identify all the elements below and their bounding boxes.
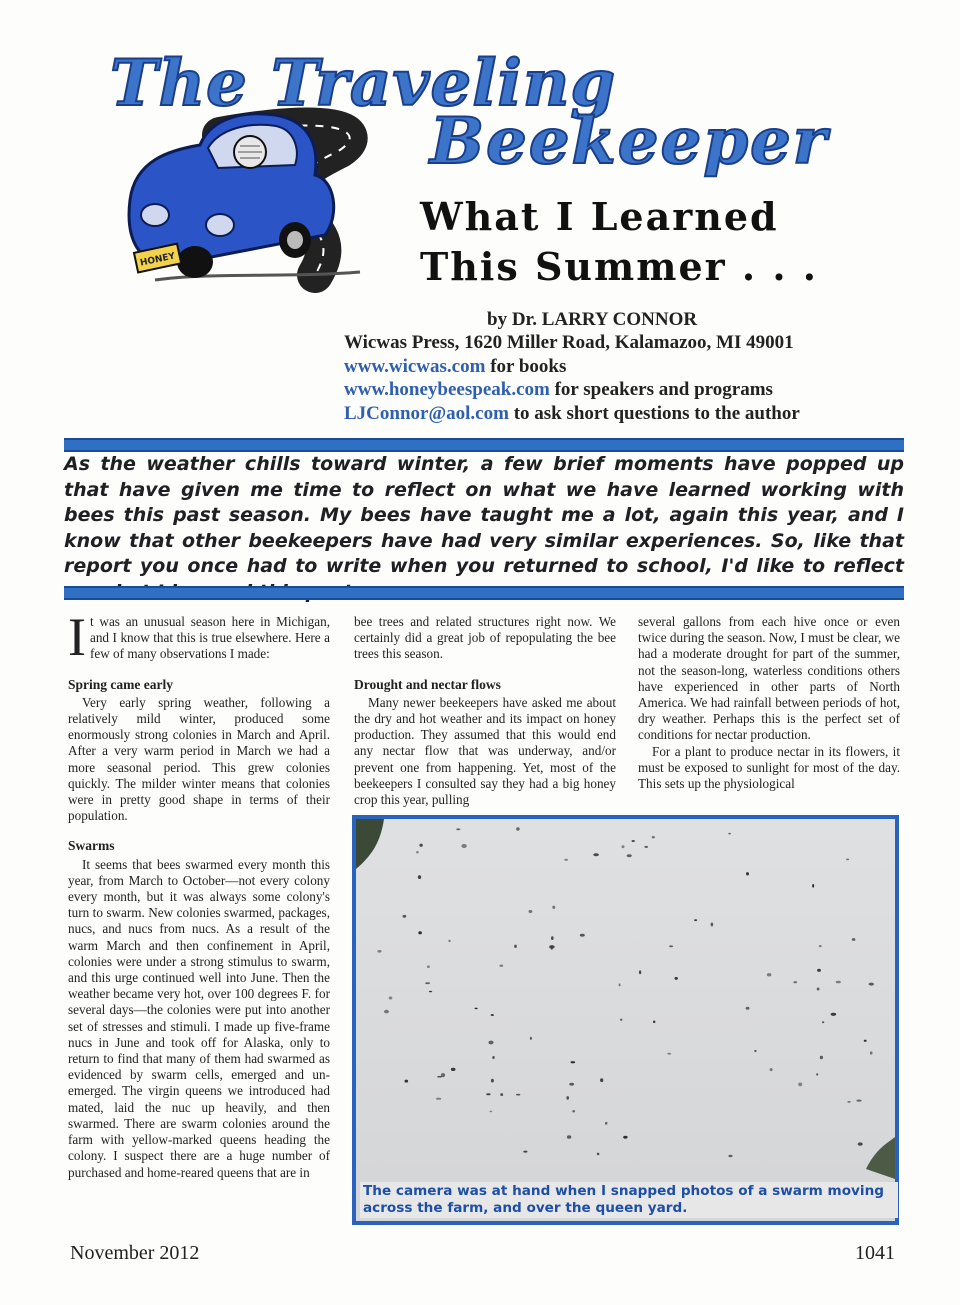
bee-speck <box>490 1111 493 1113</box>
bee-speck <box>864 1040 867 1042</box>
bee-speck <box>754 1050 756 1052</box>
article-column-2 <box>354 614 616 808</box>
bee-speck <box>566 1096 569 1100</box>
bee-speck <box>516 827 520 830</box>
swarm-photo <box>352 815 899 1225</box>
bee-speck <box>529 910 533 913</box>
bee-speck <box>605 1122 607 1125</box>
bee-speck <box>377 950 381 953</box>
paragraph-drought: Many newer beekeepers have asked me about the dry and hot weather and its impact on honey production. They assumed that this would end any nectar flow that was underway, and/or prevent one from happening. Yet, most of the beekeepers I consulted say they had a big honey crop this year, pulling <box>354 694 616 808</box>
bee-speck <box>820 1056 823 1059</box>
bee-speck <box>846 859 849 861</box>
bee-speck <box>798 1083 802 1087</box>
drop-cap: I <box>68 607 86 667</box>
paragraph-plant-nectar: For a plant to produce nectar in its flowers, it must be exposed to sunlight for most of the day. This sets up the physiological <box>638 743 900 792</box>
bee-speck <box>593 853 599 856</box>
bee-speck <box>812 884 814 888</box>
bee-speck <box>770 1068 773 1071</box>
bee-speck <box>767 973 772 976</box>
contact-line-speakers <box>344 379 773 401</box>
bee-speck <box>441 1073 445 1077</box>
bee-speck <box>552 906 555 909</box>
bee-speck <box>418 875 421 879</box>
bee-speck <box>675 977 678 980</box>
bee-speck <box>551 936 554 940</box>
swarm-sky-image <box>356 819 895 1221</box>
paragraph-col3-continued: several gallons from each hive once or even twice during the season. Now, I must be clear, we had a moderate drought for part of the summer, not the season-long, waterless conditions others have experienced in other parts of North America. We had rainfall between periods of hot, dry weather. Perhaps this is the perfect set of conditions for nectar production. <box>638 614 900 743</box>
bee-speck <box>516 1094 520 1096</box>
bee-speck <box>403 915 407 918</box>
bee-speck <box>514 945 517 948</box>
bee-speck <box>530 1037 532 1040</box>
car-sign-text: HONEY <box>139 251 177 269</box>
heading-spring: Spring came early <box>68 676 173 692</box>
paragraph-swarms: It seems that bees swarmed every month this year, from March to October—not every colony every month, but it was always some colony's turn to swarm. New colonies swarmed, packages, nucs, and nucs from nucs. As a result of the warm March and then confinement in April, colonies were under a strong stimulus to swarm, and this urge continued well into June. Then the weather became very hot, over 100 degrees F. for several days—the colonies were put into another set of stresses and stimuli. I made up five-frame nucs in June and took off for Alaska, only to return to find that many of them had swarmed as evidenced by swarm cells, emerged and un-emerged. The virgin queens we introduced had mated, laid the nuc up heavily, and then swarmed. There are swarm colonies around the farm with yellow-marked queens heading the colony. I suspect there are a huge number of purchased and home-reared queens that are in <box>68 856 330 1180</box>
bee-speck <box>644 846 648 848</box>
opening-paragraph <box>68 607 330 667</box>
link-wicwas-note: for books <box>485 356 567 377</box>
bottom-divider <box>64 586 904 600</box>
bee-speck <box>571 1061 576 1063</box>
bee-speck <box>620 1019 622 1021</box>
bee-speck <box>639 970 641 974</box>
title-line-1: The Traveling <box>110 46 617 121</box>
bee-speck <box>580 934 585 937</box>
heading-drought: Drought and nectar flows <box>354 676 501 692</box>
bee-speck <box>416 851 419 853</box>
bee-speck <box>728 833 731 835</box>
bee-speck <box>384 1010 389 1014</box>
bee-speck <box>622 845 625 848</box>
bee-speck <box>419 844 422 847</box>
bee-speck <box>694 919 697 921</box>
bee-speck <box>389 997 393 1000</box>
bee-speck <box>600 1078 603 1082</box>
bee-speck <box>567 1135 571 1139</box>
bee-speck <box>623 1136 627 1139</box>
bee-speck <box>669 945 673 947</box>
bee-speck <box>451 1068 456 1071</box>
bee-speck <box>436 1098 441 1100</box>
opening-text: t was an unusual season here in Michigan, and I know that this is true elsewhere. Here a few of many observations I made: <box>89 614 330 662</box>
bee-speck <box>728 1155 732 1157</box>
bee-speck <box>488 1041 493 1045</box>
photo-caption: The camera was at hand when I snapped photos of a swarm moving across the farm, and over the queen yard. <box>360 1182 898 1218</box>
footer-page-number: 1041 <box>855 1242 895 1264</box>
bee-speck <box>418 931 422 934</box>
bee-speck <box>569 1083 574 1086</box>
link-email[interactable]: LJConnor@aol.com <box>344 403 509 424</box>
bee-speck <box>448 940 450 942</box>
bee-speck <box>523 1151 527 1153</box>
bee-speck <box>667 1053 671 1055</box>
bee-speck <box>492 1056 495 1059</box>
bee-speck <box>852 938 856 941</box>
bee-speck <box>627 854 632 857</box>
article-column-1 <box>68 607 330 1181</box>
bee-speck <box>831 1013 837 1016</box>
bee-speck <box>597 1153 600 1156</box>
paragraph-col2-continued: bee trees and related structures right now. We certainly did a great job of repopulating the bee trees this season. <box>354 614 616 662</box>
bee-speck <box>619 983 621 986</box>
bee-speck <box>491 1014 494 1016</box>
paragraph-spring: Very early spring weather, following a relatively mild winter, produced some enormously strong colonies in March and April. After a very warm period in March we had a more seasonal period. This grew colonies quickly. The milder winter means that colonies were in pretty good shape in terms of their population. <box>68 694 330 824</box>
bee-speck <box>822 1021 824 1023</box>
press-address: Wicwas Press, 1620 Miller Road, Kalamazoo, MI 49001 <box>344 332 794 353</box>
bee-speck <box>456 828 460 830</box>
bee-speck <box>746 872 749 875</box>
intro-paragraph: As the weather chills toward winter, a few brief moments have popped up that have given me time to reflect on what we have learned working with bees this past season. My bees have taught me a lot, again this year, and I know that other beekeepers have had very similar experiences. So, like that report you once had to write when you returned to school, I'd like to reflect <box>64 453 904 577</box>
bee-speck <box>499 965 503 967</box>
title-line-2: Beekeeper <box>430 104 829 179</box>
bee-speck <box>491 1079 494 1083</box>
bee-speck <box>858 1142 863 1145</box>
bee-speck <box>429 991 432 993</box>
bee-speck <box>427 965 430 968</box>
bee-speck <box>869 983 874 986</box>
bee-speck <box>870 1051 873 1054</box>
bee-speck <box>746 1007 750 1010</box>
subtitle-line-2: This Summer . . . <box>420 244 819 289</box>
bee-speck <box>572 1110 575 1112</box>
bee-speck <box>405 1080 409 1083</box>
bee-speck <box>711 923 714 927</box>
heading-swarms: Swarms <box>68 838 115 854</box>
bee-speck <box>817 969 821 972</box>
top-divider <box>64 438 904 452</box>
bee-speck <box>856 1100 861 1102</box>
bee-speck <box>819 945 822 947</box>
bee-speck <box>817 988 820 991</box>
bee-speck <box>500 1093 503 1096</box>
link-honeybeespeak-note: for speakers and programs <box>549 379 773 400</box>
bee-speck <box>425 982 430 984</box>
bee-speck <box>549 945 555 949</box>
bee-speck <box>793 981 797 983</box>
link-honeybeespeak[interactable]: www.honeybeespeak.com <box>344 379 550 400</box>
bee-speck <box>486 1093 490 1095</box>
bee-speck <box>632 840 635 842</box>
bee-speck <box>836 981 841 984</box>
article-column-3 <box>638 614 900 792</box>
footer-issue-date: November 2012 <box>70 1242 200 1264</box>
bee-speck <box>652 836 655 838</box>
subtitle-line-1: What I Learned <box>420 194 779 239</box>
contact-line-books <box>344 356 566 378</box>
bee-speck <box>461 844 466 848</box>
bee-speck <box>475 1008 478 1010</box>
link-email-note: to ask short questions to the author <box>508 403 800 424</box>
author-byline: by Dr. LARRY CONNOR <box>487 309 698 330</box>
bee-speck <box>816 1073 818 1075</box>
bee-speck <box>653 1021 655 1024</box>
link-wicwas[interactable]: www.wicwas.com <box>344 356 486 377</box>
bee-speck <box>564 859 568 861</box>
contact-line-email <box>344 403 800 425</box>
bee-speck <box>847 1101 850 1103</box>
